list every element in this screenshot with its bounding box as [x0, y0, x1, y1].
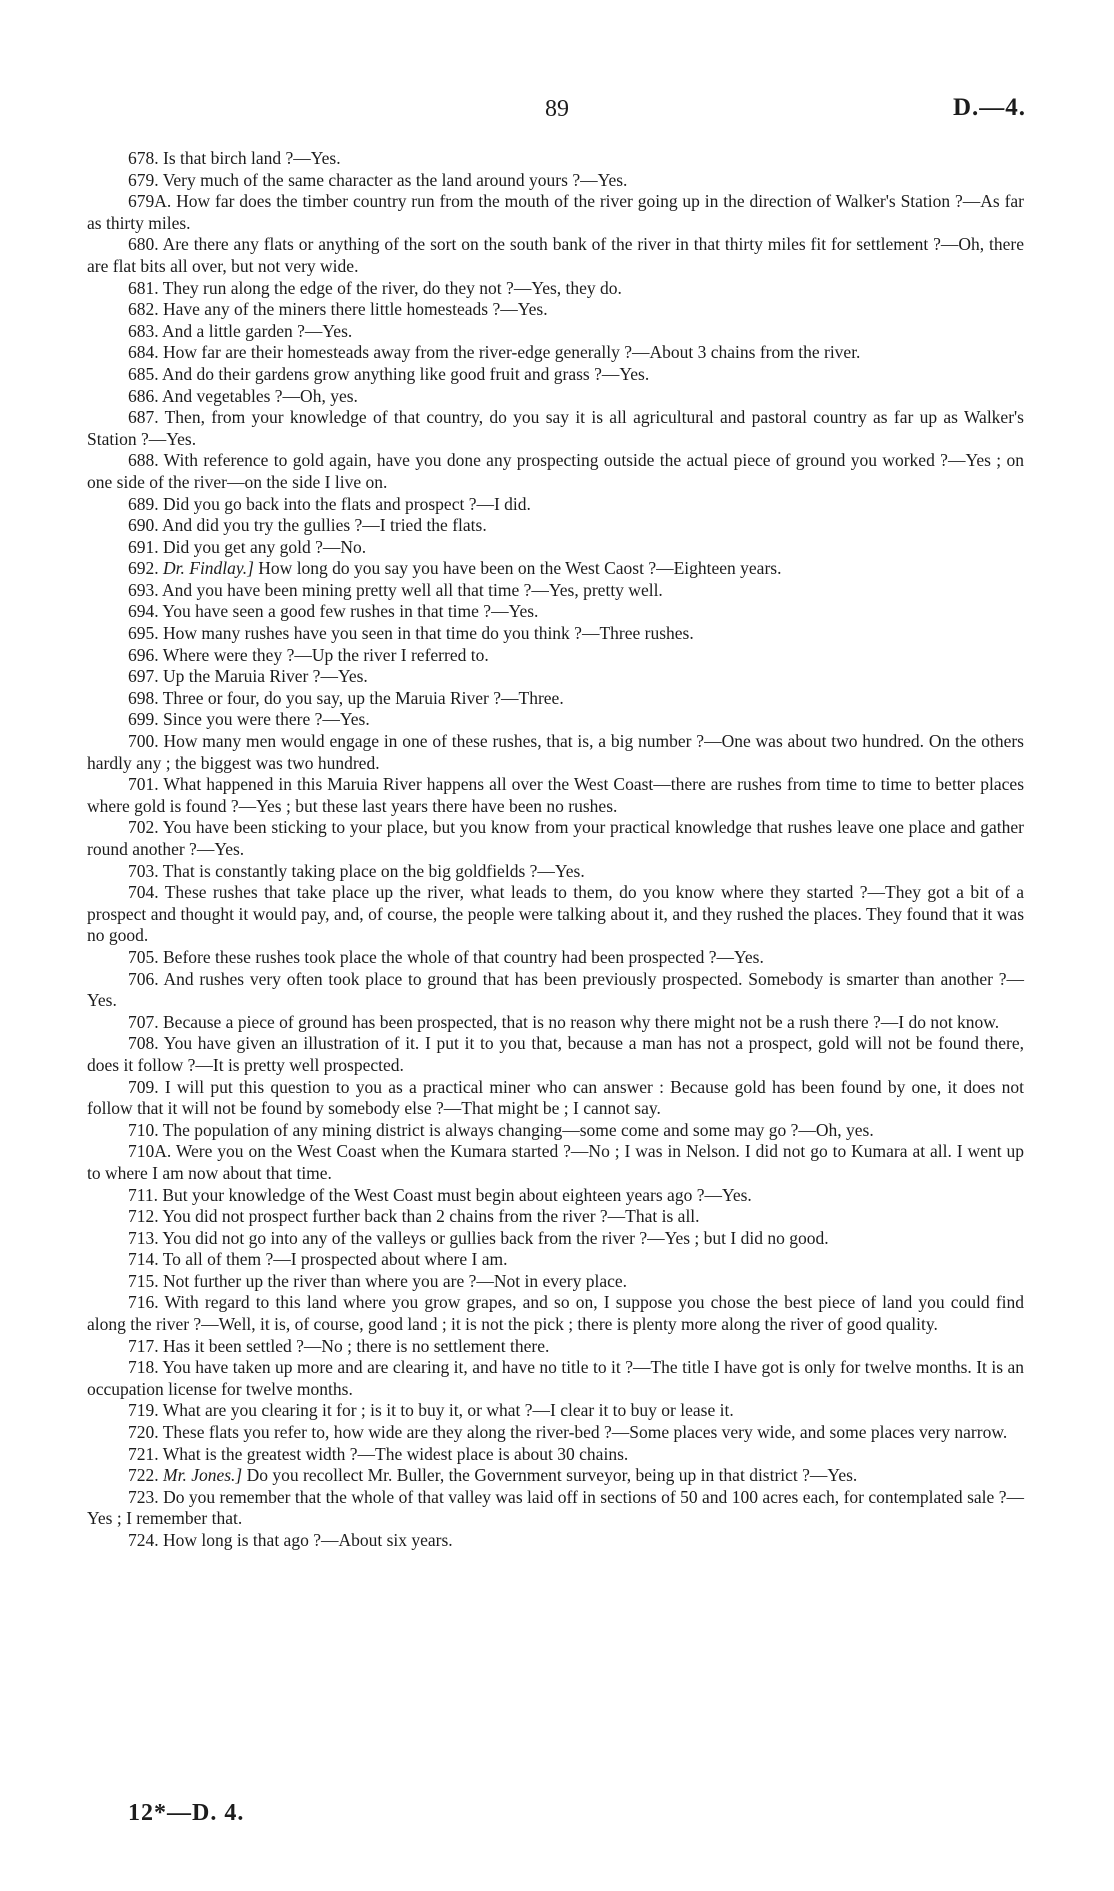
- question-number: 697.: [128, 666, 159, 687]
- question-text: Do you recollect Mr. Buller, the Government surveyor, being up in that district ?—Yes.: [246, 1465, 858, 1486]
- question-text: How far does the timber country run from the mouth of the river going up in the direction of Walker's Station ?—As far as thirty miles.: [87, 191, 1025, 233]
- question-paragraph: [87, 1487, 1024, 1530]
- question-number: 721.: [128, 1443, 159, 1464]
- question-paragraph: [87, 148, 1024, 170]
- question-number: 680.: [128, 234, 159, 255]
- question-text: Before these rushes took place the whole of that country had been prospected ?—Yes.: [163, 946, 764, 967]
- question-number: 682.: [128, 299, 159, 320]
- question-paragraph: [87, 558, 1024, 580]
- question-text: Were you on the West Coast when the Kumara started ?—No ; I was in Nelson. I did not go to Kumara at all. I went up to where I am now about that time.: [87, 1141, 1025, 1183]
- question-paragraph: [87, 1465, 1024, 1487]
- question-number: 681.: [128, 277, 159, 298]
- question-text: And rushes very often took place to ground that has been previously prospected. Somebody is smarter than another ?—Yes.: [87, 968, 1024, 1011]
- question-text: And you have been mining pretty well all that time ?—Yes, pretty well.: [162, 579, 663, 600]
- question-number: 693.: [128, 579, 159, 600]
- question-text: How many men would engage in one of these rushes, that is, a big number ?—One was about two hundred. On the others hardly any ; the biggest was two hundred.: [87, 731, 1024, 773]
- question-paragraph: [87, 386, 1024, 408]
- question-number: 694.: [128, 601, 159, 622]
- question-paragraph: [87, 321, 1024, 343]
- question-text: How long is that ago ?—About six years.: [163, 1530, 453, 1550]
- question-number: 685.: [128, 363, 159, 384]
- question-number: 703.: [128, 860, 159, 881]
- question-text: You have been sticking to your place, but you know from your practical knowledge that rushes leave one place and gather round another ?—Yes.: [87, 817, 1024, 859]
- question-text: You have seen a good few rushes in that time ?—Yes.: [162, 601, 539, 622]
- question-text: To all of them ?—I prospected about where I am.: [162, 1249, 508, 1270]
- question-number: 712.: [128, 1206, 159, 1227]
- question-paragraph: [87, 1185, 1024, 1207]
- question-number: 710.: [128, 1119, 159, 1140]
- question-paragraph: [87, 817, 1024, 860]
- question-number: 715.: [128, 1270, 159, 1291]
- question-number: 708.: [128, 1033, 159, 1054]
- question-paragraph: [87, 774, 1024, 817]
- testimony-body: [87, 148, 1024, 1552]
- question-paragraph: [87, 537, 1024, 559]
- question-paragraph: [87, 947, 1024, 969]
- question-text: And do their gardens grow anything like good fruit and grass ?—Yes.: [162, 363, 650, 384]
- question-paragraph: [87, 731, 1024, 774]
- question-paragraph: [87, 278, 1024, 300]
- question-number: 720.: [128, 1422, 159, 1443]
- question-text: Not further up the river than where you are ?—Not in every place.: [163, 1270, 628, 1291]
- question-paragraph: [87, 364, 1024, 386]
- question-text: You have taken up more and are clearing it, and have no title to it ?—The title I have got is only for twelve months. It is an occupation license for twelve months.: [87, 1357, 1024, 1399]
- question-number: 679.: [128, 169, 159, 190]
- question-paragraph: [87, 969, 1024, 1012]
- question-paragraph: [87, 1012, 1024, 1034]
- question-number: 718.: [128, 1357, 159, 1378]
- question-number: 687.: [128, 407, 159, 428]
- question-text: That is constantly taking place on the big goldfields ?—Yes.: [162, 860, 585, 881]
- question-text: What is the greatest width ?—The widest place is about 30 chains.: [162, 1443, 629, 1464]
- question-text: But your knowledge of the West Coast must begin about eighteen years ago ?—Yes.: [162, 1184, 752, 1205]
- question-number: 696.: [128, 644, 159, 665]
- question-number: 692.: [128, 558, 159, 579]
- question-number: 683.: [128, 320, 159, 341]
- question-number: 678.: [128, 148, 159, 168]
- question-number: 709.: [128, 1076, 159, 1097]
- question-text: Since you were there ?—Yes.: [163, 709, 370, 730]
- question-text: Three or four, do you say, up the Maruia River ?—Three.: [162, 687, 564, 708]
- question-paragraph: [87, 1530, 1024, 1552]
- question-paragraph: [87, 688, 1024, 710]
- question-number: 684.: [128, 342, 159, 363]
- question-text: How long do you say you have been on the West Caost ?—Eighteen years.: [258, 558, 782, 579]
- question-text: With regard to this land where you grow grapes, and so on, I suppose you chose the best piece of land you could find along the river ?—Well, it is, of course, good land ; it is not the pick ; there is plenty more along the river of good quality.: [87, 1292, 1025, 1335]
- question-paragraph: [87, 1249, 1024, 1271]
- question-number: 706.: [128, 968, 159, 989]
- question-text: You have given an illustration of it. I put it to you that, because a man has not a prospect, gold will not be found there, does it follow ?—It is pretty well prospected.: [87, 1033, 1025, 1075]
- question-text: These flats you refer to, how wide are they along the river-bed ?—Some places very wide, and some places very narrow.: [162, 1422, 1008, 1443]
- question-paragraph: [87, 1357, 1024, 1400]
- question-number: 689.: [128, 493, 159, 514]
- question-number: 695.: [128, 623, 159, 644]
- question-paragraph: [87, 1271, 1024, 1293]
- question-paragraph: [87, 1141, 1024, 1184]
- question-text: Did you go back into the flats and prospect ?—I did.: [163, 493, 531, 514]
- question-paragraph: [87, 666, 1024, 688]
- question-paragraph: [87, 1077, 1024, 1120]
- question-paragraph: [87, 1422, 1024, 1444]
- question-number: 724.: [128, 1530, 159, 1550]
- question-number: 705.: [128, 946, 159, 967]
- question-paragraph: [87, 623, 1024, 645]
- question-paragraph: [87, 645, 1024, 667]
- question-number: 699.: [128, 709, 159, 730]
- question-text: What happened in this Maruia River happens all over the West Coast—there are rushes from time to time to better places where gold is found ?—Yes ; but these last years there have been no rushes.: [87, 774, 1025, 816]
- question-text: Because a piece of ground has been prospected, that is no reason why there might not be a rush there ?—I do not know.: [163, 1011, 1000, 1032]
- question-text: How many rushes have you seen in that time do you think ?—Three rushes.: [163, 623, 694, 644]
- question-number: 686.: [128, 385, 159, 406]
- question-paragraph: [87, 1336, 1024, 1358]
- question-paragraph: [87, 234, 1024, 277]
- document-reference: D.—4.: [952, 94, 1026, 121]
- question-paragraph: [87, 1206, 1024, 1228]
- speaker-name: Dr. Findlay.]: [163, 558, 254, 579]
- question-text: How far are their homesteads away from the river-edge generally ?—About 3 chains from the river.: [163, 342, 861, 363]
- question-text: And a little garden ?—Yes.: [162, 320, 353, 341]
- question-paragraph: [87, 601, 1024, 623]
- question-text: Very much of the same character as the land around yours ?—Yes.: [162, 169, 628, 190]
- question-number: 710A.: [128, 1141, 172, 1162]
- question-text: Have any of the miners there little homesteads ?—Yes.: [163, 299, 548, 320]
- question-paragraph: [87, 580, 1024, 602]
- question-number: 723.: [128, 1486, 159, 1507]
- question-paragraph: [87, 861, 1024, 883]
- question-paragraph: [87, 1228, 1024, 1250]
- question-number: 713.: [128, 1227, 159, 1248]
- question-number: 700.: [128, 731, 159, 752]
- question-paragraph: [87, 191, 1024, 234]
- question-number: 698.: [128, 687, 159, 708]
- question-number: 690.: [128, 515, 159, 536]
- question-text: Has it been settled ?—No ; there is no settlement there.: [163, 1335, 550, 1356]
- question-text: Are there any flats or anything of the sort on the south bank of the river in that thirty miles fit for settlement ?—Oh, there are flat bits all over, but not very wide.: [87, 234, 1024, 276]
- speaker-name: Mr. Jones.]: [163, 1465, 243, 1486]
- question-text: What are you clearing it for ; is it to buy it, or what ?—I clear it to buy or lease it.: [162, 1400, 734, 1421]
- question-paragraph: [87, 1400, 1024, 1422]
- question-number: 719.: [128, 1400, 159, 1421]
- question-number: 702.: [128, 817, 159, 838]
- question-paragraph: [87, 342, 1024, 364]
- question-number: 704.: [128, 882, 159, 903]
- question-text: These rushes that take place up the river, what leads to them, do you know where they started ?—They got a bit of a prospect and thought it would pay, and, of course, the people were talking about it, and they rushed the places. They found that it was no good.: [87, 882, 1024, 946]
- question-text: Did you get any gold ?—No.: [163, 536, 367, 557]
- question-paragraph: [87, 1033, 1024, 1076]
- question-number: 701.: [128, 774, 159, 795]
- question-paragraph: [87, 299, 1024, 321]
- question-text: With reference to gold again, have you done any prospecting outside the actual piece of ground you worked ?—Yes ; on one side of the river—on the side I live on.: [87, 450, 1024, 492]
- question-number: 722.: [128, 1465, 159, 1486]
- question-text: Then, from your knowledge of that country, do you say it is all agricultural and pastoral country as far up as Walker's Station ?—Yes.: [87, 407, 1024, 449]
- question-text: You did not prospect further back than 2 chains from the river ?—That is all.: [162, 1206, 700, 1227]
- question-number: 714.: [128, 1249, 159, 1270]
- question-number: 688.: [128, 450, 159, 471]
- page-number: 89: [545, 96, 569, 122]
- question-number: 711.: [128, 1184, 158, 1205]
- question-paragraph: [87, 450, 1024, 493]
- question-number: 716.: [128, 1292, 159, 1313]
- question-text: Where were they ?—Up the river I referred to.: [162, 644, 489, 665]
- question-text: Do you remember that the whole of that valley was laid off in sections of 50 and 100 acres each, for contemplated sale ?—Yes ; I remember that.: [87, 1486, 1025, 1529]
- question-paragraph: [87, 494, 1024, 516]
- question-paragraph: [87, 1444, 1024, 1466]
- signature-mark: 12*—D. 4.: [128, 1800, 245, 1826]
- question-text: The population of any mining district is always changing—some come and some may go ?—Oh, yes.: [162, 1119, 874, 1140]
- question-text: And did you try the gullies ?—I tried the flats.: [162, 515, 487, 536]
- question-number: 707.: [128, 1011, 159, 1032]
- question-number: 679A.: [128, 191, 172, 212]
- question-paragraph: [87, 1120, 1024, 1142]
- question-text: You did not go into any of the valleys or gullies back from the river ?—Yes ; but I did no good.: [162, 1227, 829, 1248]
- question-paragraph: [87, 1292, 1024, 1335]
- question-text: And vegetables ?—Oh, yes.: [162, 385, 358, 406]
- question-text: Up the Maruia River ?—Yes.: [163, 666, 368, 687]
- question-paragraph: [87, 709, 1024, 731]
- question-number: 717.: [128, 1335, 159, 1356]
- question-number: 691.: [128, 536, 159, 557]
- question-paragraph: [87, 882, 1024, 947]
- question-text: Is that birch land ?—Yes.: [163, 148, 341, 168]
- question-paragraph: [87, 515, 1024, 537]
- question-paragraph: [87, 407, 1024, 450]
- question-text: I will put this question to you as a practical miner who can answer : Because gold has been found by one, it does not follow that it will not be found by somebody else ?—That might be ; I cannot say.: [87, 1076, 1025, 1119]
- question-paragraph: [87, 170, 1024, 192]
- question-text: They run along the edge of the river, do they not ?—Yes, they do.: [162, 277, 622, 298]
